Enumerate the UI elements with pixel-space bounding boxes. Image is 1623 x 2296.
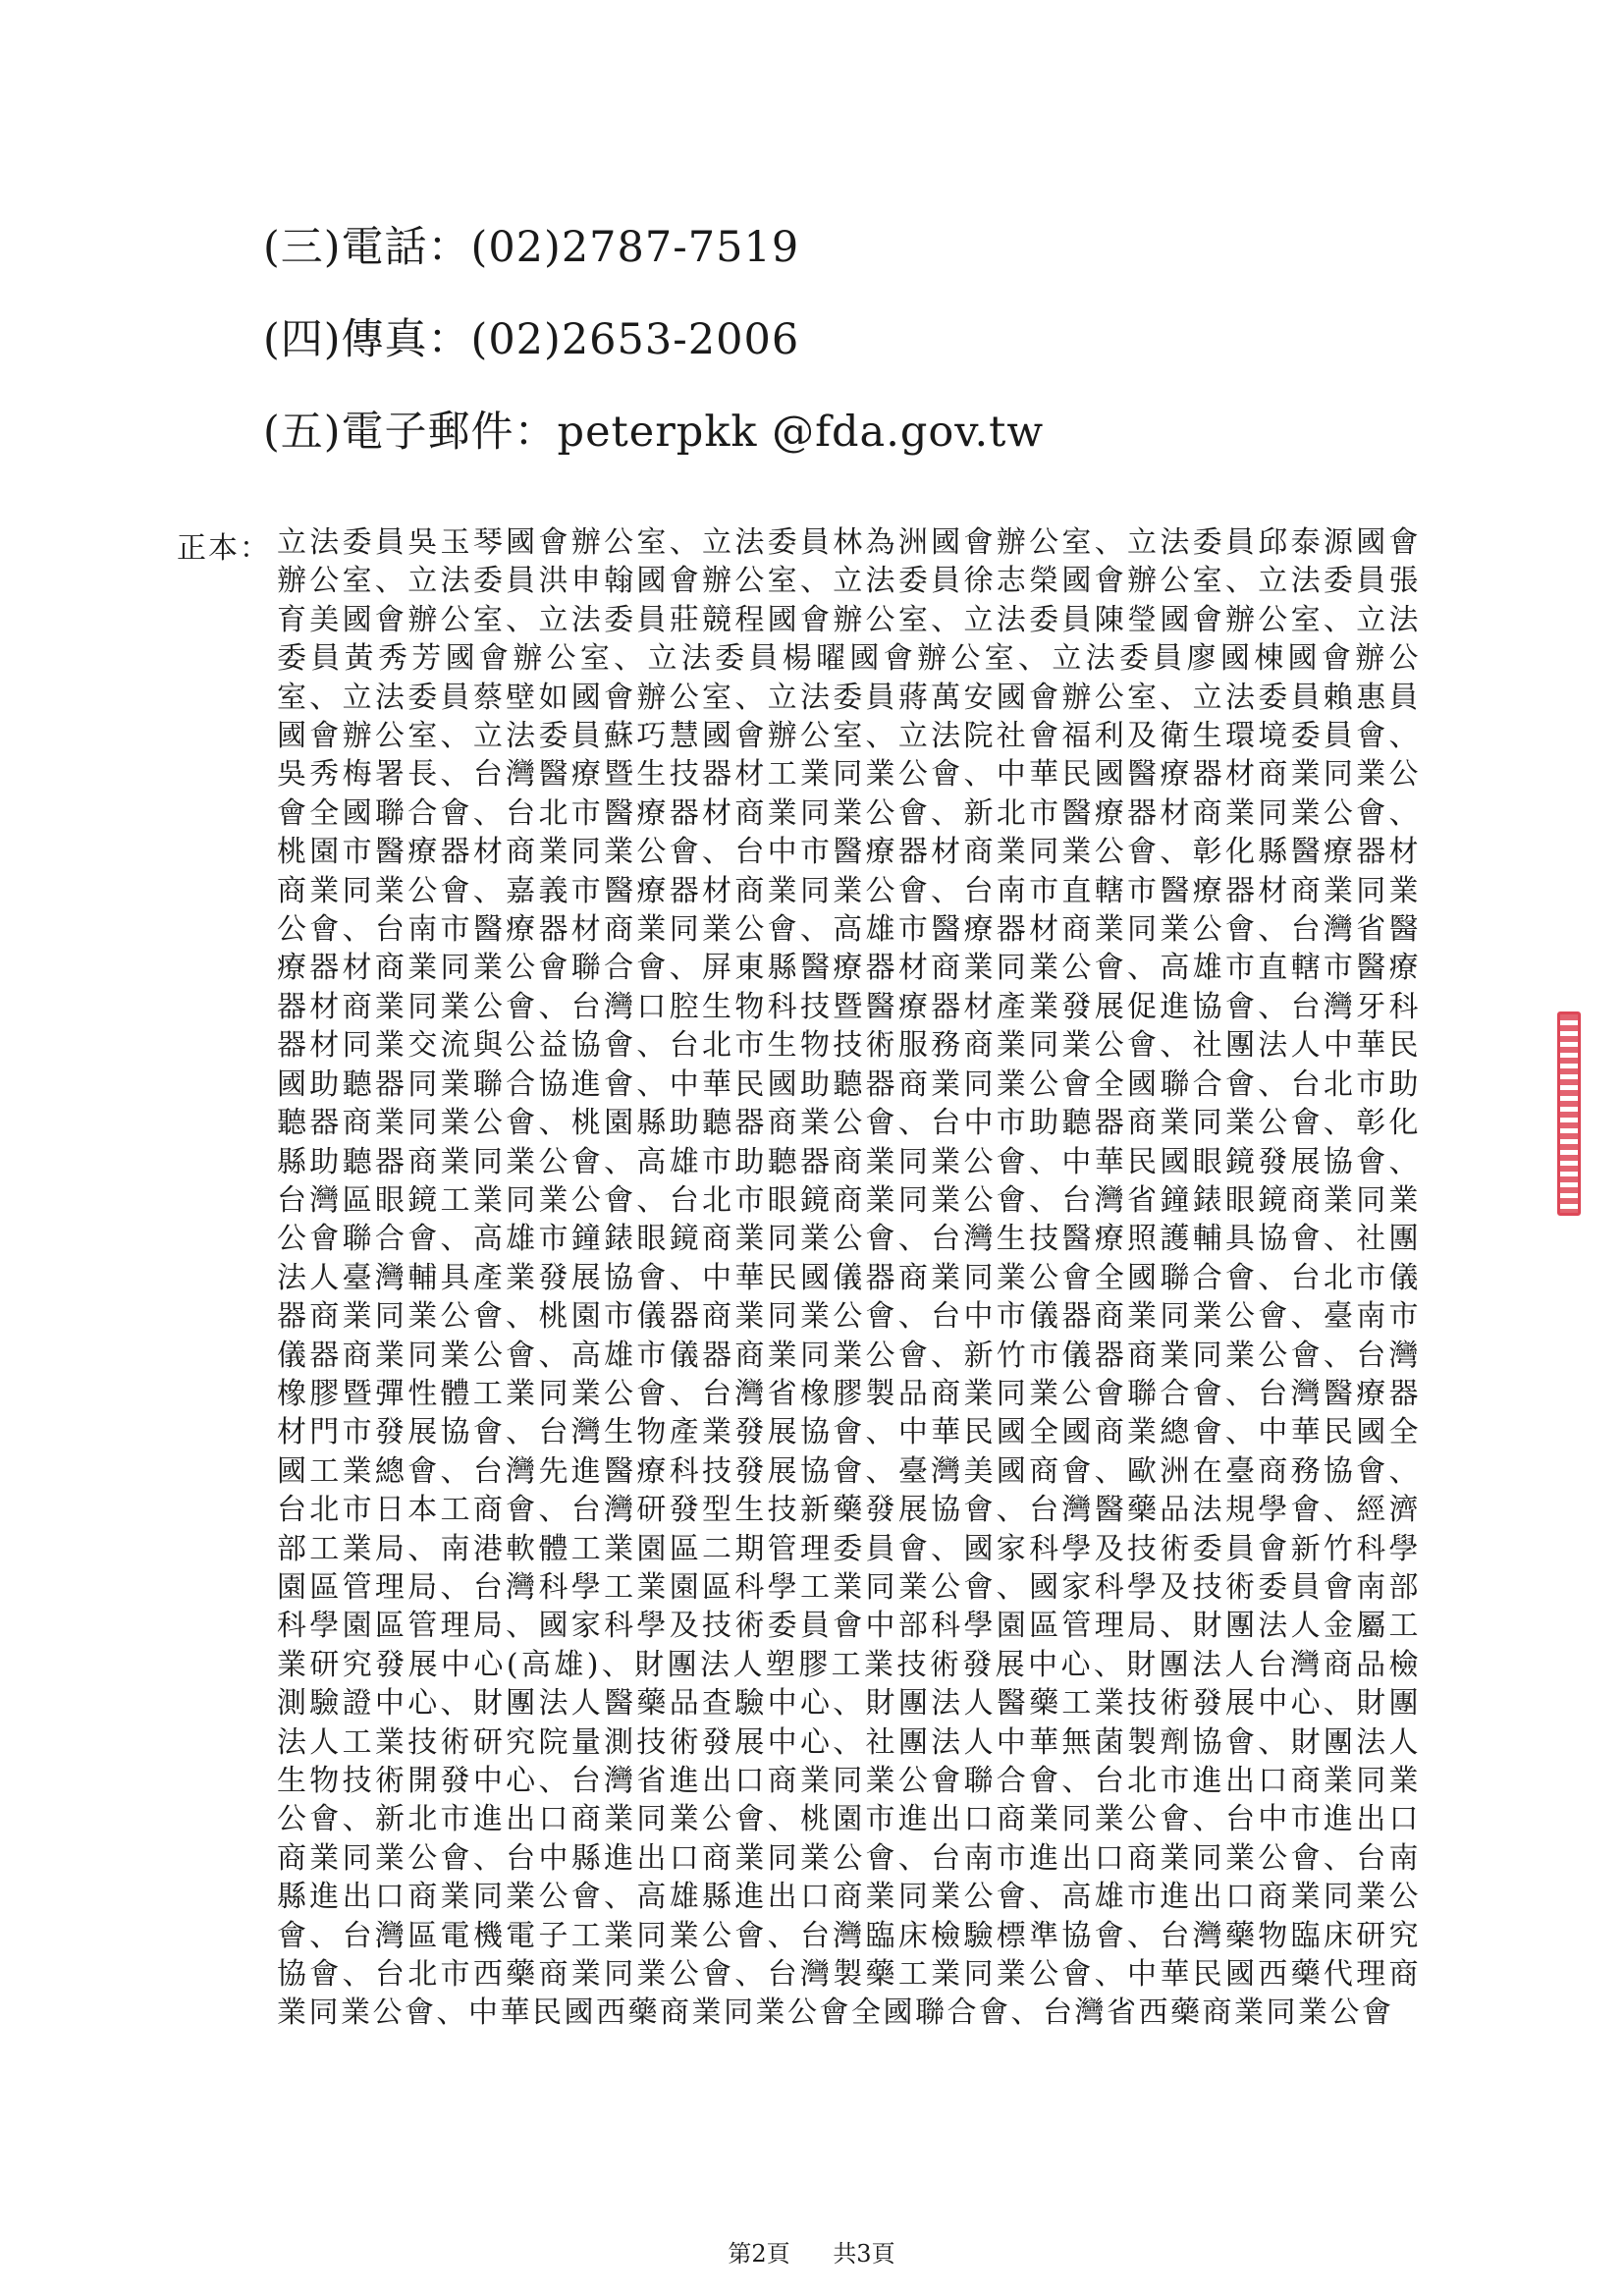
recipients-list: 立法委員吳玉琴國會辦公室、立法委員林為洲國會辦公室、立法委員邱泰源國會辦公室、立法委員洪申翰國會辦公室、立法委員徐志榮國會辦公室、立法委員張育美國會辦公室、立法委員莊競程國會辦公室、立法委員陳瑩國會辦公室、立法委員黃秀芳國會辦公室、立法委員楊曜國會辦公室、立法委員廖國棟國會辦公室、立法委員蔡壁如國會辦公室、立法委員蔣萬安國會辦公室、立法委員賴惠員國會辦公室、立法委員蘇巧慧國會辦公室、立法院社會福利及衛生環境委員會、吳秀梅署長、台灣醫療暨生技器材工業同業公會、中華民國醫療器材商業同業公會全國聯合會、台北市醫療器材商業同業公會、新北市醫療器材商業同業公會、桃園市醫療器材商業同業公會、台中市醫療器材商業同業公會、彰化縣醫療器材商業同業公會、嘉義市醫療器材商業同業公會、台南市直轄市醫療器材商業同業公會、台南市醫療器材商業同業公會、高雄市醫療器材商業同業公會、台灣省醫療器材商業同業公會聯合會、屏東縣醫療器材商業同業公會、高雄市直轄市醫療器材商業同業公會、台灣口腔生物科技暨醫療器材產業發展促進協會、台灣牙科器材同業交流與公益協會、台北市生物技術服務商業同業公會、社團法人中華民國助聽器同業聯合協進會、中華民國助聽器商業同業公會全國聯合會、台北市助聽器商業同業公會、桃園縣助聽器商業公會、台中市助聽器商業同業公會、彰化縣助聽器商業同業公會、高雄市助聽器商業同業公會、中華民國眼鏡發展協會、台灣區眼鏡工業同業公會、台北市眼鏡商業同業公會、台灣省鐘錶眼鏡商業同業公會聯合會、高雄市鐘錶眼鏡商業同業公會、台灣生技醫療照護輔具協會、社團法人臺灣輔具產業發展協會、中華民國儀器商業同業公會全國聯合會、台北市儀器商業同業公會、桃園市儀器商業同業公會、台中市儀器商業同業公會、臺南市儀器商業同業公會、高雄市儀器商業同業公會、新竹市儀器商業同業公會、台灣橡膠暨彈性體工業同業公會、台灣省橡膠製品商業同業公會聯合會、台灣醫療器材門市發展協會、台灣生物產業發展協會、中華民國全國商業總會、中華民國全國工業總會、台灣先進醫療科技發展協會、臺灣美國商會、歐洲在臺商務協會、台北市日本工商會、台灣研發型生技新藥發展協會、台灣醫藥品法規學會、經濟部工業局、南港軟體工業園區二期管理委員會、國家科學及技術委員會新竹科學園區管理局、台灣科學工業園區科學工業同業公會、國家科學及技術委員會南部科學園區管理局、國家科學及技術委員會中部科學園區管理局、財團法人金屬工業研究發展中心(高雄)、財團法人塑膠工業技術發展中心、財團法人台灣商品檢測驗證中心、財團法人醫藥品查驗中心、財團法人醫藥工業技術發展中心、財團法人工業技術研究院量測技術發展中心、社團法人中華無菌製劑協會、財團法人生物技術開發中心、台灣省進出口商業同業公會聯合會、台北市進出口商業同業公會、新北市進出口商業同業公會、桃園市進出口商業同業公會、台中市進出口商業同業公會、台中縣進出口商業同業公會、台南市進出口商業同業公會、台南縣進出口商業同業公會、高雄縣進出口商業同業公會、高雄市進出口商業同業公會、台灣區電機電子工業同業公會、台灣臨床檢驗標準協會、台灣藥物臨床研究協會、台北市西藥商業同業公會、台灣製藥工業同業公會、中華民國西藥代理商業同業公會、中華民國西藥商業同業公會全國聯合會、台灣省西藥商業同業公會 — [277, 525, 1421, 2031]
page-footer — [0, 2234, 1623, 2269]
page-total: 共3頁 — [833, 2240, 895, 2268]
contact-fax: (四)傳真：(02)2653-2006 — [263, 315, 800, 364]
contact-phone: (三)電話：(02)2787-7519 — [263, 223, 800, 272]
seal-stamp-icon — [1557, 1011, 1581, 1216]
recipients-label: 正本： — [177, 531, 271, 566]
page-number: 第2頁 — [728, 2240, 790, 2268]
contact-email: (五)電子郵件：peterpkk @fda.gov.tw — [263, 408, 1045, 457]
